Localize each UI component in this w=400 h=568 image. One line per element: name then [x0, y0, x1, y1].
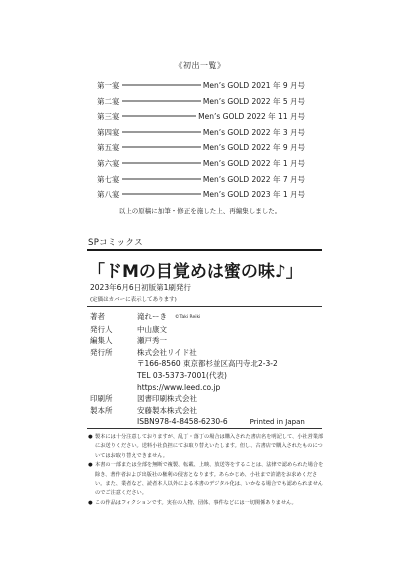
credit-key: 発行人: [90, 324, 113, 334]
first-appearance-list: [97, 80, 305, 205]
leader-line: [122, 100, 201, 101]
chapter-label: 第五宴: [97, 143, 120, 153]
bullet-icon: ●: [88, 462, 93, 469]
copyright-notice: ©Taki Reiki: [175, 315, 201, 320]
source-label: Men’s GOLD 2022 年 9 月号: [202, 143, 305, 153]
footnote-text: 製本には十分注意しておりますが、乱丁・落丁の場合は購入された書店名を明記して、小社営業部にお送りください。送料小社負担にてお取り替えいたします。但し、古書店で購入されたものについてはお取り替えできません。: [95, 434, 324, 459]
list-item: [97, 96, 305, 112]
printed-in: Printed in Japan: [249, 418, 305, 427]
credit-key: 編集人: [90, 336, 113, 346]
source-label: Men’s GOLD 2022 年 5 月号: [202, 96, 305, 106]
footnote-item: [88, 433, 324, 461]
author-name: 滝れーき: [137, 312, 167, 321]
chapter-label: 第二宴: [97, 96, 120, 106]
footnote-item: [88, 499, 324, 508]
leader-line: [122, 85, 201, 86]
credit-row: [90, 335, 322, 347]
footnote-item: [88, 461, 324, 499]
credit-row: [90, 311, 322, 324]
credit-row: [90, 393, 322, 405]
publisher-phone: TEL 03-5373-7001(代表): [137, 370, 227, 380]
publisher-address: 〒166-8560 東京都杉並区高円寺北2-3-2: [137, 359, 278, 369]
source-label: Men’s GOLD 2022 年 3 月号: [202, 127, 305, 137]
credit-key: 製本所: [90, 405, 113, 415]
list-item: [97, 127, 305, 143]
divider: [87, 249, 322, 251]
credit-key: [90, 382, 137, 394]
leader-line: [122, 131, 201, 132]
source-label: Men’s GOLD 2023 年 1 月号: [202, 190, 305, 200]
bullet-icon: ●: [88, 434, 93, 440]
credit-value: 図書印刷株式会社: [137, 394, 197, 404]
leader-line: [122, 162, 201, 163]
list-item: [97, 174, 305, 190]
credit-key: 著者: [90, 312, 105, 321]
leader-line: [122, 178, 201, 179]
credit-row: [90, 324, 322, 336]
imprint-label: SPコミックス: [88, 238, 143, 248]
chapter-label: 第七宴: [97, 174, 120, 184]
edition-info: 2023年6月6日初版第1刷発行: [90, 283, 191, 292]
credit-key: [90, 370, 137, 382]
list-item: [97, 142, 305, 158]
bullet-icon: ●: [88, 499, 93, 506]
list-item: [97, 189, 305, 205]
footnote-text: この作品はフィクションです。実在の人物、団体、事件などには一切関係ありません。: [95, 499, 297, 506]
leader-line: [122, 147, 201, 148]
chapter-label: 第一宴: [97, 81, 120, 90]
credit-value: 安藤製本株式会社: [137, 405, 197, 415]
list-item: [97, 80, 305, 96]
publisher-url: https://www.leed.co.jp: [137, 382, 221, 392]
list-item: [97, 111, 305, 127]
source-label: Men’s GOLD 2021 年 9 月号: [202, 81, 305, 90]
first-appearance-title: 《初出一覧》: [174, 61, 226, 70]
credit-key: 印刷所: [90, 394, 113, 404]
divider: [87, 306, 322, 307]
credit-value: 株式会社リイド社: [137, 347, 197, 357]
list-item: [97, 158, 305, 174]
chapter-label: 第四宴: [97, 127, 120, 137]
book-title: 「ドMの目覚めは蜜の味♪」: [88, 262, 303, 282]
isbn: ISBN978-4-8458-6230-6: [137, 417, 228, 427]
revision-note: 以上の原稿に加筆・修正を施した上、再編集しました。: [118, 207, 282, 215]
leader-line: [122, 194, 201, 195]
credit-row: [90, 405, 322, 417]
credit-value: 中山康文: [137, 324, 167, 334]
leader-line: [122, 116, 197, 117]
credit-row: [90, 370, 322, 382]
source-label: Men’s GOLD 2022 年 11 月号: [198, 112, 305, 122]
credit-key: [90, 358, 137, 370]
credit-key: 発行所: [90, 347, 113, 357]
credit-row: [90, 382, 322, 394]
source-label: Men’s GOLD 2022 年 7 月号: [202, 174, 305, 184]
credit-row: [90, 358, 322, 370]
price-note: (定価はカバーに表示してあります): [90, 297, 177, 303]
credits-list: [90, 311, 322, 429]
credit-row: [90, 347, 322, 359]
chapter-label: 第三宴: [97, 112, 120, 122]
credit-value: 瀬戸秀一: [137, 336, 167, 346]
footnote-text: 本書の一部または全部を無断で複製、転載、上映、放送等をすることは、法律で認められた場合を除き、著作者および出版社の権利の侵害となります。あらかじめ、小社まで許諾をお求めください。また、業者など、読者本人以外による本書のデジタル化は、いかなる場合でも認められませんのでご注意ください。: [95, 462, 324, 497]
chapter-label: 第八宴: [97, 190, 120, 200]
source-label: Men’s GOLD 2022 年 1 月号: [202, 158, 305, 168]
credit-value: [137, 311, 322, 324]
chapter-label: 第六宴: [97, 158, 120, 168]
divider: [87, 428, 322, 429]
footnotes: [88, 433, 324, 508]
